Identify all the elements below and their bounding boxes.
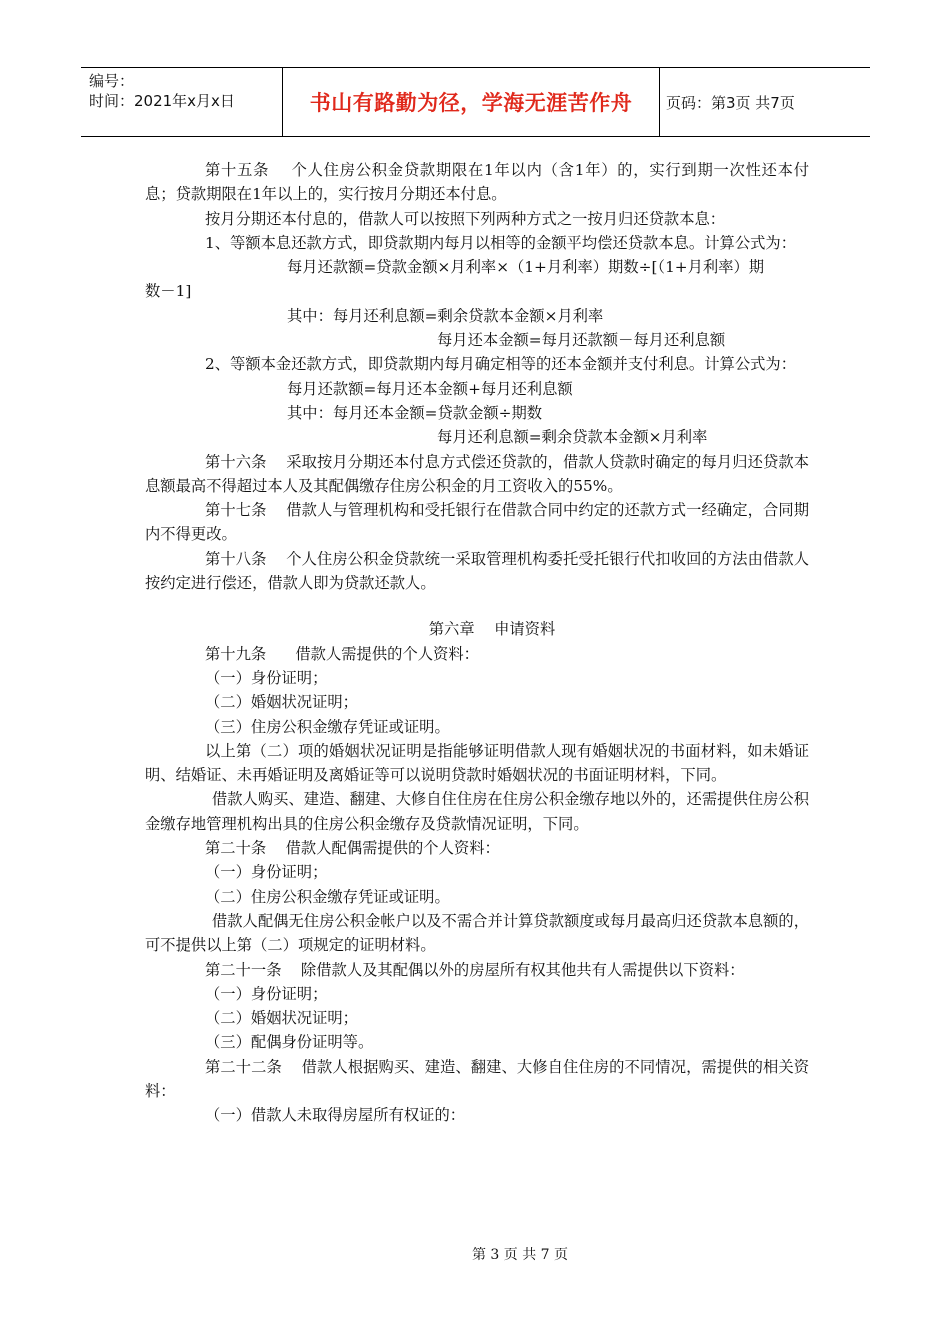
document-number-label: 编号：: [89, 72, 135, 90]
chapter-heading: 第六章 申请资料: [428, 620, 556, 639]
paragraph: 数－1]: [145, 282, 192, 301]
paragraph: （一）身份证明；: [205, 863, 328, 882]
paragraph: （三）配偶身份证明等。: [205, 1033, 374, 1052]
document-body: [145, 158, 809, 1128]
header-page-info: 页码：第3页 共7页: [666, 94, 795, 112]
paragraph: 第十五条 个人住房公积金贷款期限在1年以内（含1年）的，实行到期一次性还本付息；贷款期限在1年以上的，实行按月分期还本付息。: [145, 161, 809, 204]
paragraph: （一）借款人未取得房屋所有权证的：: [205, 1106, 466, 1125]
paragraph: 每月还款额=贷款金额×月利率×（1+月利率）期数÷[（1+月利率）期: [287, 258, 765, 277]
paragraph: （一）身份证明；: [205, 668, 328, 687]
paragraph: （一）身份证明；: [205, 984, 328, 1003]
paragraph: 第十六条 采取按月分期还本付息方式偿还贷款的，借款人贷款时确定的每月归还贷款本息额最高不得超过本人及其配偶缴存住房公积金的月工资收入的55%。: [145, 452, 809, 495]
paragraph: 第二十一条 除借款人及其配偶以外的房屋所有权其他共有人需提供以下资料：: [205, 960, 745, 979]
paragraph: （三）住房公积金缴存凭证或证明。: [205, 717, 450, 736]
paragraph: 第十九条 借款人需提供的个人资料：: [205, 644, 479, 663]
paragraph: 以上第（二）项的婚姻状况证明是指能够证明借款人现有婚姻状况的书面材料，如未婚证明、结婚证、未再婚证明及离婚证等可以说明贷款时婚姻状况的书面证明材料，下同。: [145, 741, 809, 785]
paragraph: 第十七条 借款人与管理机构和受托银行在借款合同中约定的还款方式一经确定，合同期内不得更改。: [145, 501, 809, 544]
page-footer: 第 3 页 共 7 页: [471, 1247, 569, 1263]
document-date: 时间：2021年x月x日: [89, 92, 235, 110]
paragraph: 借款人配偶无住房公积金帐户以及不需合并计算贷款额度或每月最高归还贷款本息额的，可不提供以上第（二）项规定的证明材料。: [145, 911, 809, 955]
header-table: [81, 67, 870, 137]
paragraph: 第二十二条 借款人根据购买、建造、翻建、大修自住住房的不同情况，需提供的相关资料：: [145, 1057, 809, 1100]
paragraph: （二）婚姻状况证明；: [205, 693, 358, 712]
paragraph: 其中：每月还本金额=贷款金额÷期数: [287, 403, 543, 422]
paragraph: （二）住房公积金缴存凭证或证明。: [205, 887, 450, 906]
paragraph: 1、等额本息还款方式，即贷款期内每月以相等的金额平均偿还贷款本息。计算公式为：: [205, 233, 797, 252]
paragraph: 每月还利息额=剩余贷款本金额×月利率: [437, 428, 708, 447]
paragraph: （二）婚姻状况证明；: [205, 1009, 358, 1028]
paragraph: 按月分期还本付息的，借款人可以按照下列两种方式之一按月归还贷款本息：: [205, 209, 726, 228]
paragraph: 第二十条 借款人配偶需提供的个人资料：: [205, 839, 500, 858]
paragraph: 借款人购买、建造、翻建、大修自住住房在住房公积金缴存地以外的，还需提供住房公积金缴存地管理机构出具的住房公积金缴存及贷款情况证明，下同。: [145, 790, 809, 833]
paragraph: 第十八条 个人住房公积金贷款统一采取管理机构委托受托银行代扣收回的方法由借款人按约定进行偿还，借款人即为贷款还款人。: [145, 549, 809, 593]
paragraph: 每月还款额=每月还本金额+每月还利息额: [287, 379, 573, 398]
paragraph: 2、等额本金还款方式，即贷款期内每月确定相等的还本金额并支付利息。计算公式为：: [205, 355, 797, 374]
header-left-cell: [81, 68, 283, 136]
paragraph: 其中：每月还利息额=剩余贷款本金额×月利率: [287, 306, 604, 325]
header-motto: 书山有路勤为径，学海无涯苦作舟: [283, 68, 660, 136]
paragraph: 每月还本金额=每月还款额－每月还利息额: [437, 331, 726, 350]
